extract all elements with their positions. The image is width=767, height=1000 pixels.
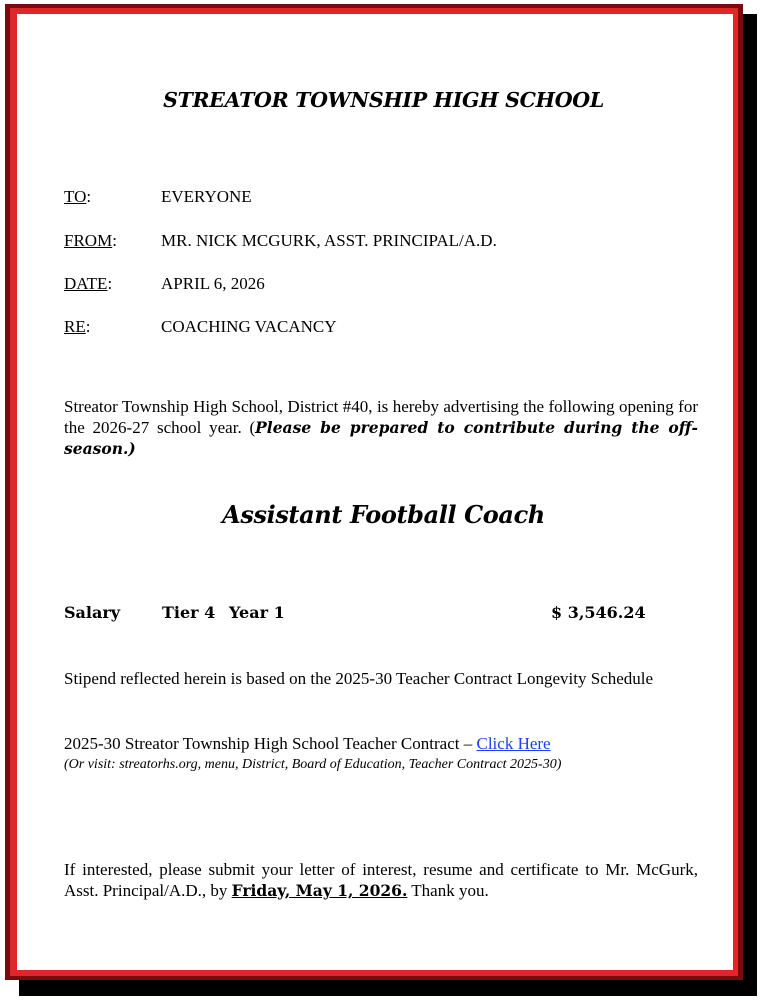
deadline-date: Friday, May 1, 2026. [231,881,408,900]
memo-date-value: APRIL 6, 2026 [161,274,265,293]
memo-to-label: TO: [64,187,92,206]
memo-to-value: EVERYONE [161,187,252,206]
memo-from-label: FROM: [64,231,117,250]
page-body [17,14,733,970]
position-title: Assistant Football Coach [222,500,545,529]
salary-label: Salary [64,603,121,622]
contract-visit-note: (Or visit: streatorhs.org, menu, District, Board of Education, Teacher Contract 2025-30) [64,757,562,772]
memo-re-value: COACHING VACANCY [161,317,337,336]
closing-thanks: Thank you. [407,881,489,900]
closing-text: If interested, please submit your letter of interest, resume and certificate to Mr. McGurk, Asst. Principal/A.D., by [64,860,698,900]
salary-year: Year 1 [229,603,285,622]
closing-paragraph [64,859,698,901]
contract-line [64,734,551,754]
salary-tier: Tier 4 [162,603,216,622]
intro-text: Streator Township High School, District #40, is hereby advertising the following opening for the 2026-27 school year. ( [64,397,698,437]
stipend-note: Stipend reflected herein is based on the 2025-30 Teacher Contract Longevity Schedule [64,669,654,688]
contract-link[interactable]: Click Here [476,734,551,753]
memo-from-value: MR. NICK MCGURK, ASST. PRINCIPAL/A.D. [161,231,497,250]
salary-amount: $ 3,546.24 [551,603,646,622]
memo-re-label: RE: [64,317,91,336]
contract-text: 2025-30 Streator Township High School Teacher Contract – [64,734,477,753]
intro-emphasis: Please be prepared to contribute during the off-season.) [64,418,698,458]
school-name: STREATOR TOWNSHIP HIGH SCHOOL [163,88,604,112]
memo-date-label: DATE: [64,274,113,293]
intro-paragraph [64,396,698,459]
